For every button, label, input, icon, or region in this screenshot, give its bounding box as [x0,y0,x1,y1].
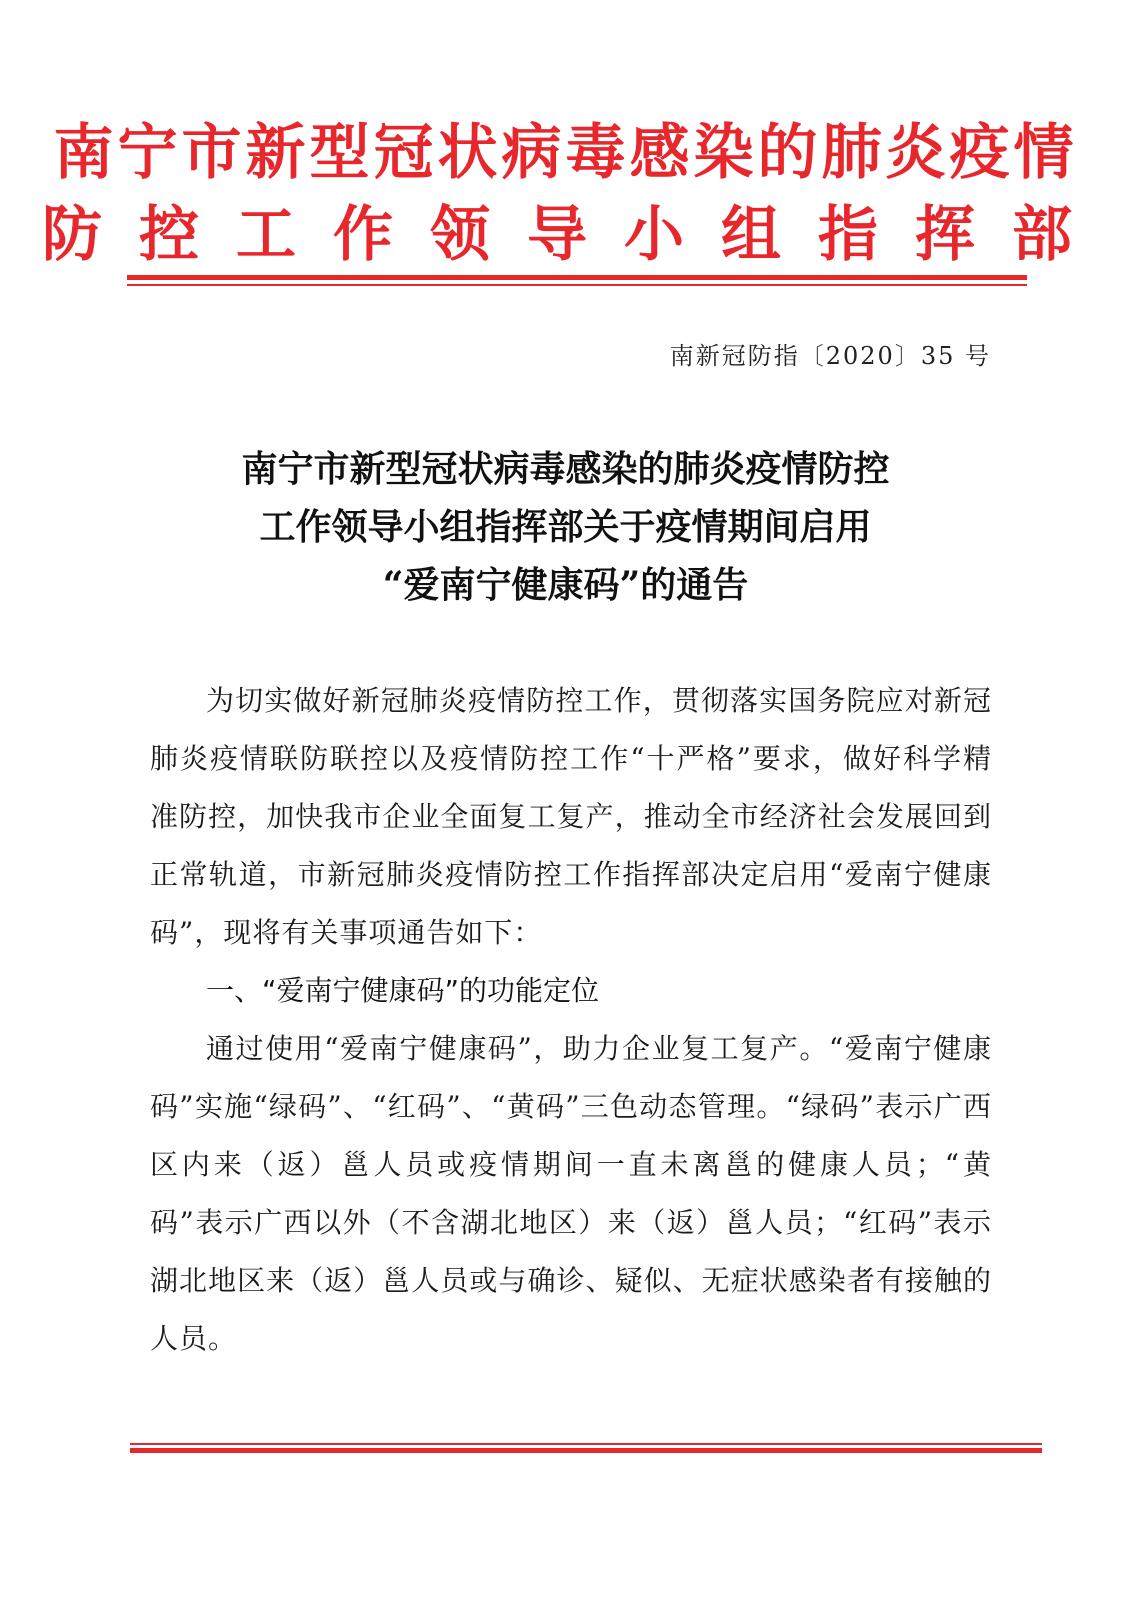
document-number: 南新冠防指〔2020〕35 号 [669,342,991,370]
document-body [150,672,992,1368]
issuer-name-line2: 防控工作领导小组指挥部 [42,200,1109,270]
footer-rule-thick [130,1448,1042,1453]
title-line: “爱南宁健康码”的通告 [382,564,749,606]
footer-rule-thin [130,1443,1042,1445]
section-heading: 一、“爱南宁健康码”的功能定位 [206,974,600,1007]
title-line: 工作领导小组指挥部关于疫情期间启用 [259,506,872,548]
header-rule-thick [127,275,1027,280]
body-paragraph: 为切实做好新冠肺炎疫情防控工作，贯彻落实国务院应对新冠肺炎疫情联防联控以及疫情防控工作“十严格”要求，做好科学精准防控，加快我市企业全面复工复产，推动全市经济社会发展回到正常轨道，市新冠肺炎疫情防控工作指挥部决定启用“爱南宁健康码”，现将有关事项通告如下： [150,684,992,949]
issuer-name-line1: 南宁市新型冠状病毒感染的肺炎疫情 [53,118,1078,188]
header-rule-thin [127,284,1027,286]
title-line: 南宁市新型冠状病毒感染的肺炎疫情防控 [241,448,890,490]
document-title [0,440,1131,614]
body-paragraph: 通过使用“爱南宁健康码”，助力企业复工复产。“爱南宁健康码”实施“绿码”、“红码”、“黄码”三色动态管理。“绿码”表示广西区内来（返）邕人员或疫情期间一直未离邕的健康人员；“黄码”表示广西以外（不含湖北地区）来（返）邕人员；“红码”表示湖北地区来（返）邕人员或与确诊、疑似、无症状感染者有接触的人员。 [150,1032,992,1355]
